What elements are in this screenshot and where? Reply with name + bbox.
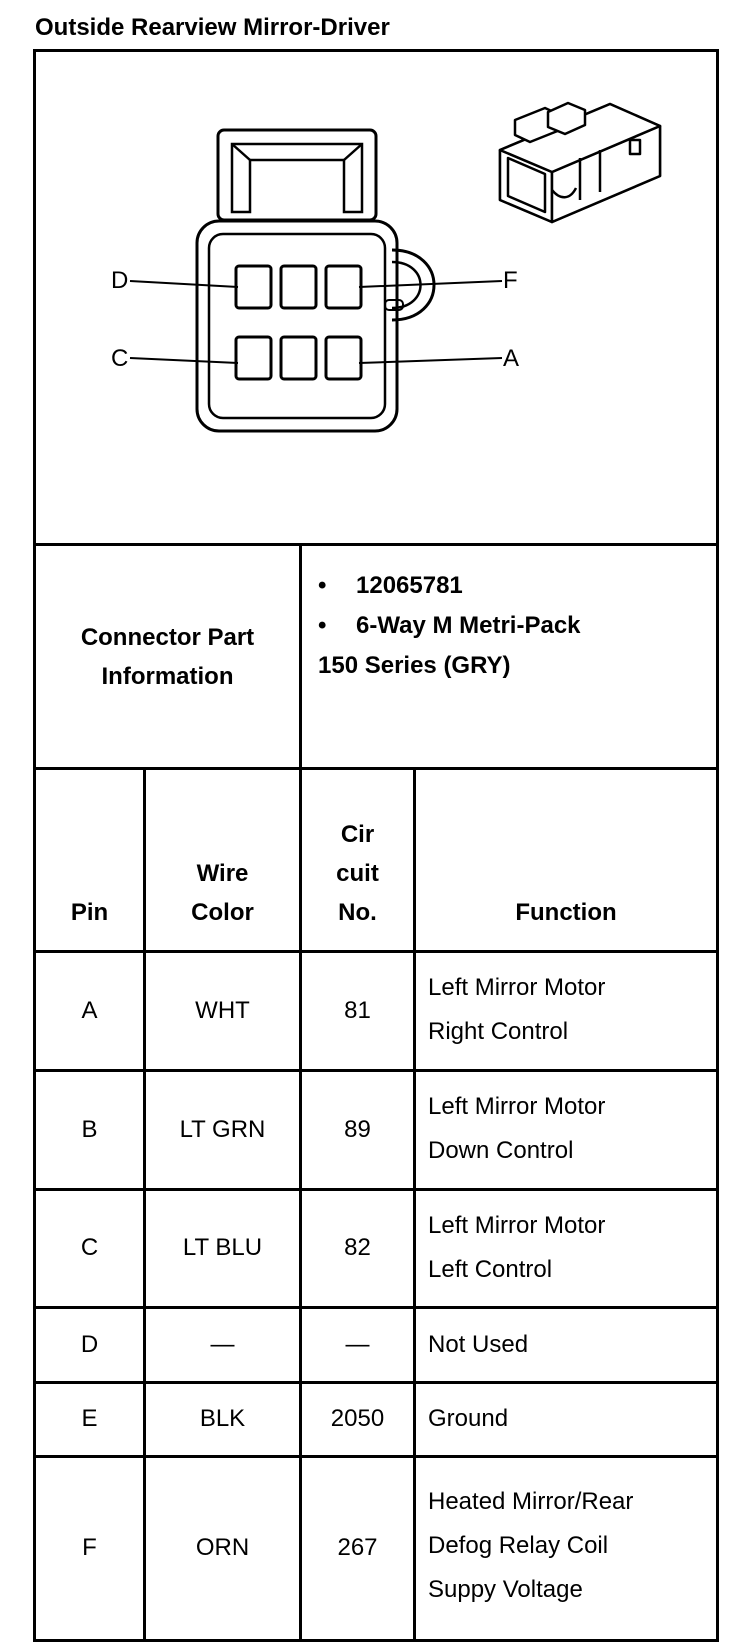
- header-circuit: [302, 815, 413, 932]
- rule-info-divider: [299, 543, 302, 770]
- table-row-f-circuit: 267: [337, 1534, 378, 1562]
- table-row-a-pin: A: [81, 996, 98, 1024]
- table-row-b-pin: B: [81, 1115, 98, 1143]
- connector-type: 6-Way M Metri-Pack: [356, 612, 581, 639]
- table-row-d-function: Not Used: [428, 1331, 529, 1358]
- pin-label-c: C: [111, 345, 129, 372]
- table-row-e-pin: E: [81, 1405, 98, 1433]
- header-wire-color: [146, 854, 299, 932]
- table-border-bottom: [33, 1639, 719, 1642]
- table-row-b-wire: LT GRN: [179, 1115, 266, 1143]
- part-number: 12065781: [356, 572, 463, 599]
- cavity-d: [236, 266, 271, 308]
- connector-info-label: [36, 546, 299, 767]
- cavity-c: [236, 337, 271, 379]
- rule-info-bottom: [33, 767, 719, 770]
- page-title: Outside Rearview Mirror-Driver: [35, 14, 390, 41]
- table-row-b-function: Left Mirror Motor Down Control: [428, 1093, 606, 1164]
- table-row-f-pin: F: [82, 1534, 97, 1562]
- table-row-a-function: Left Mirror Motor Right Control: [428, 974, 606, 1045]
- table-row-e-circuit: 2050: [330, 1405, 385, 1433]
- table-row-e-function: Ground: [428, 1405, 509, 1432]
- header-wire-color-line1: Wire: [196, 860, 249, 887]
- cavity-a: [326, 337, 361, 379]
- header-circuit-line1: Cir: [340, 821, 375, 848]
- cavity-b: [281, 337, 316, 379]
- table-row-f-wire: ORN: [195, 1534, 250, 1562]
- table-row-e-wire: BLK: [199, 1405, 246, 1433]
- table-row-c-wire: LT BLU: [182, 1234, 263, 1262]
- table-row-c-function: Left Mirror Motor Left Control: [428, 1212, 606, 1283]
- table-row-f-function: Heated Mirror/Rear Defog Relay Coil Suppy Voltage: [428, 1488, 634, 1603]
- connector-info-label-line1: Connector Part: [80, 623, 255, 651]
- header-circuit-line2: cuit: [336, 860, 379, 887]
- cavity-e: [281, 266, 316, 308]
- table-row-d-circuit: —: [345, 1330, 370, 1358]
- cavity-f: [326, 266, 361, 308]
- connector-isometric-icon: [500, 103, 660, 222]
- connector-info-label-line2: Information: [101, 662, 234, 690]
- header-pin: Pin: [70, 899, 109, 926]
- table-row-c-pin: C: [80, 1234, 99, 1262]
- table-row-d-pin: D: [80, 1330, 99, 1358]
- header-circuit-line3: No.: [338, 899, 377, 926]
- pin-label-d: D: [111, 267, 129, 294]
- table-row-a-circuit: 81: [344, 996, 371, 1024]
- table-row-d-wire: —: [210, 1330, 235, 1358]
- connector-series: 150 Series (GRY): [318, 652, 511, 679]
- connector-body: [197, 221, 397, 431]
- header-function: Function: [515, 899, 617, 926]
- table-row-c-circuit: 82: [344, 1234, 371, 1262]
- table-row-b-circuit: 89: [344, 1115, 371, 1143]
- table-row-a-wire: WHT: [195, 996, 250, 1024]
- pin-label-f: F: [503, 267, 518, 294]
- header-wire-color-line2: Color: [191, 899, 254, 926]
- pin-label-a: A: [503, 345, 520, 372]
- connector-info-values: • 12065781 • 6-Way M Metri-Pack 150 Series (GRY): [318, 572, 581, 679]
